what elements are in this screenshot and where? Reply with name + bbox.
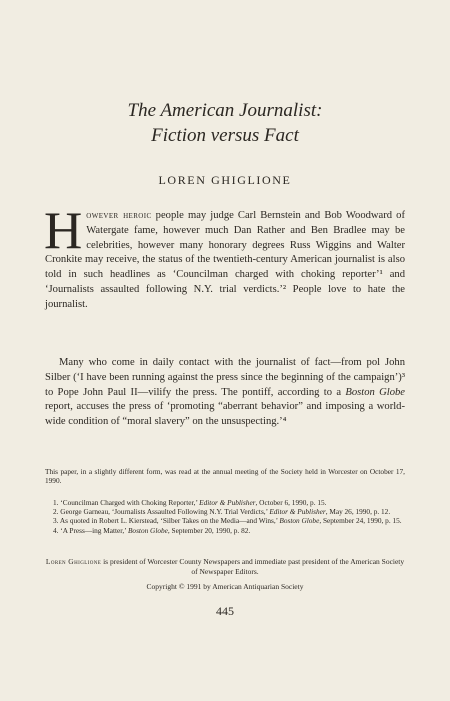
footnote-4-text: 4. ‘A Press—ing Matter,’ [53, 525, 128, 535]
paragraph-1-text: people may judge Carl Bernstein and Bob Woodward of Watergate fame, however much Dan Rather and Ben Bradlee may be celebrities, however many honorary degrees Russ Wiggins and Walter Cronkite may receive, the status of the twentieth-century American journalist is also told in such headlines as ‘Councilman charged with choking reporter’¹ and ‘Journalists assaulted following N.Y. trial verdicts.’² People love to hate the journalist. [45, 210, 405, 310]
presentation-note: This paper, in a slightly different form, was read at the annual meeting of the Society held in Worcester on October 17, 1990. [45, 467, 405, 486]
paragraph-2-text-b: report, accuses the press of ‘promoting “aberrant behavior” and imposing a world-wide condition of “moral slavery” on the unsuspecting.’⁴ [45, 401, 405, 428]
body-paragraph-2 [45, 356, 405, 430]
footnote-4-source: Boston Globe [127, 525, 168, 535]
footnote-4 [45, 526, 405, 535]
footnotes [45, 498, 405, 535]
footnote-2-detail: , May 26, 1990, p. 12. [325, 507, 391, 517]
article-title-line-2: Fiction versus Fact [151, 125, 299, 146]
footnote-2 [45, 507, 405, 516]
footnote-2-source: Editor & Publisher [269, 507, 326, 517]
body-paragraph-1 [44, 202, 405, 313]
contributor-name: Loren Ghiglione [45, 557, 102, 566]
drop-cap: H [44, 202, 83, 260]
paragraph-2-italic: Boston Globe [345, 386, 405, 398]
article-author: LOREN GHIGLIONE [158, 173, 292, 187]
copyright-notice: Copyright © 1991 by American Antiquarian Society [146, 582, 304, 591]
lead-in-small-caps: owever heroic [86, 210, 152, 221]
contributor-note [45, 557, 405, 576]
footnote-2-text: 2. George Garneau, ‘Journalists Assaulted Following N.Y. Trial Verdicts,’ [53, 507, 270, 517]
paragraph-2-text-a: Many who come in daily contact with the journalist of fact—from pol John Silber (‘I have been running against the press since the beginning of the campaign’)³ to Pope John Paul II—vilify the press. The pontiff, according to a [45, 357, 405, 398]
footnote-3-source: Boston Globe [279, 516, 320, 526]
footnote-3 [45, 516, 405, 525]
footnote-3-text: 3. As quoted in Robert L. Kierstead, ‘Silber Takes on the Media—and Wins,’ [53, 516, 280, 526]
footnote-1-text: 1. ‘Councilman Charged with Choking Reporter,’ [53, 498, 200, 507]
page-number: 445 [216, 604, 234, 618]
footnote-4-detail: , September 20, 1990, p. 82. [167, 525, 251, 535]
footnote-1-source: Editor & Publisher [199, 498, 256, 507]
footnote-3-detail: , September 24, 1990, p. 15. [319, 516, 402, 526]
footnote-1-detail: , October 6, 1990, p. 15. [255, 498, 327, 507]
article-title-line-1: The American Journalist: [127, 100, 323, 121]
contributor-bio: is president of Worcester County Newspapers and immediate past president of the American Society of Newspaper Editors. [101, 557, 405, 576]
footnote-1 [45, 498, 405, 507]
